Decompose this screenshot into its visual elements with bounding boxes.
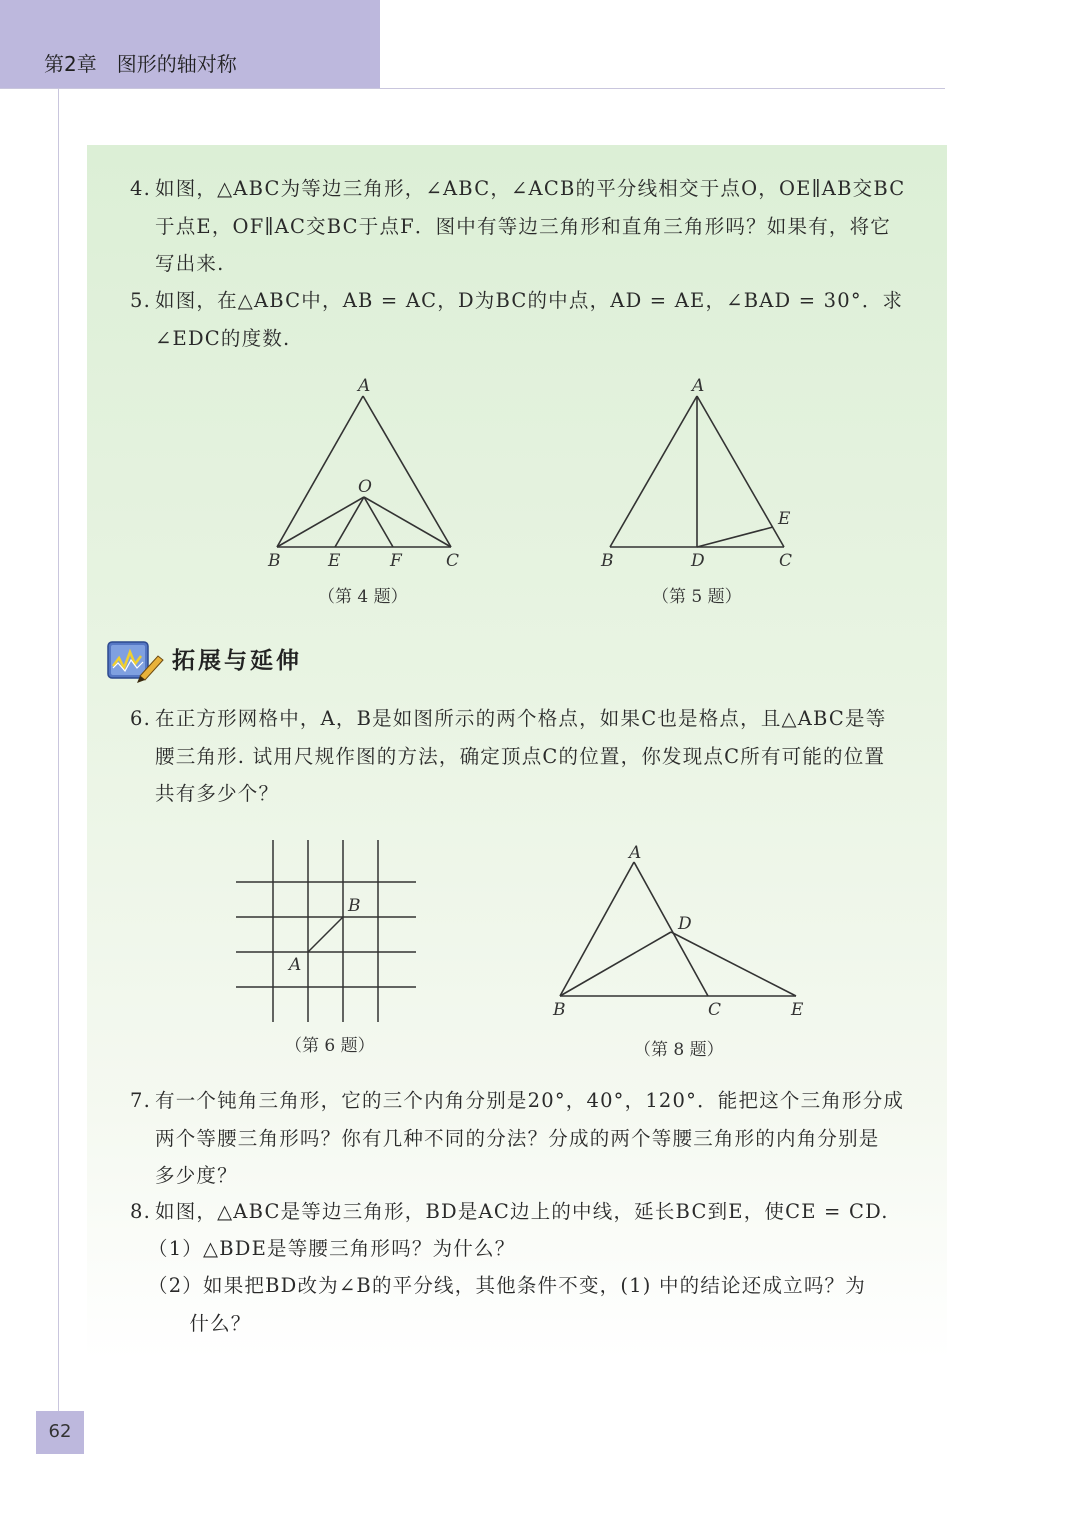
vertex-label-c: C bbox=[779, 551, 793, 571]
point-label-b: B bbox=[348, 896, 361, 916]
vertex-label-d: D bbox=[678, 914, 692, 934]
problem-line: 于点E，OF∥AC交BC于点F．图中有等边三角形和直角三角形吗？如果有，将它 bbox=[155, 214, 892, 238]
problem-line: ∠EDC的度数. bbox=[155, 326, 291, 350]
figure-8-caption: （第 8 题） bbox=[634, 1040, 724, 1060]
figure-5-caption: （第 5 题） bbox=[652, 587, 742, 607]
problem-number: 4. bbox=[130, 177, 152, 200]
figure-6-caption: （第 6 题） bbox=[285, 1036, 375, 1056]
segment-ab bbox=[560, 862, 634, 996]
segment-ab bbox=[308, 917, 343, 952]
vertex-label-c: C bbox=[446, 551, 460, 571]
vertex-label-c: C bbox=[708, 1000, 722, 1020]
problem-number: 8. bbox=[130, 1200, 152, 1223]
figure-4-caption: （第 4 题） bbox=[318, 587, 408, 607]
section-title: 拓展与延伸 bbox=[172, 648, 302, 674]
problem-number: 5. bbox=[130, 289, 152, 312]
problem-line: 什么？ bbox=[148, 1311, 252, 1335]
vertex-label-d: D bbox=[691, 551, 705, 571]
problem-number: 7. bbox=[130, 1089, 152, 1112]
segment-bd bbox=[560, 932, 671, 996]
problem-line: （1）△BDE是等腰三角形吗？为什么？ bbox=[148, 1237, 516, 1260]
problem-8-part-1 bbox=[148, 1230, 515, 1268]
problem-line: 多少度？ bbox=[155, 1164, 238, 1187]
chapter-title: 第2章 图形的轴对称 bbox=[44, 52, 237, 76]
problem-line: 如图，△ABC是等边三角形，BD是AC边上的中线，延长BC到E，使CE = CD. bbox=[155, 1200, 889, 1223]
page-number: 62 bbox=[48, 1421, 72, 1442]
problem-8 bbox=[130, 1193, 889, 1231]
vertex-label-e: E bbox=[328, 551, 341, 571]
problem-line: 腰三角形. 试用尺规作图的方法，确定顶点C的位置，你发现点C所有可能的位置 bbox=[155, 744, 886, 768]
problem-line: 如图，在△ABC中，AB = AC，D为BC的中点，AD = AE，∠BAD = 30°．求 bbox=[155, 289, 904, 312]
problem-line: （2）如果把BD改为∠B的平分线，其他条件不变，(1) 中的结论还成立吗？为 bbox=[148, 1274, 866, 1297]
problem-line: 在正方形网格中，A，B是如图所示的两个格点，如果C也是格点，且△ABC是等 bbox=[155, 707, 887, 730]
segment-ac bbox=[634, 862, 708, 996]
vertex-label-e: E bbox=[778, 509, 791, 529]
vertex-label-b: B bbox=[601, 551, 614, 571]
problem-line: 如图，△ABC为等边三角形，∠ABC，∠ACB的平分线相交于点O，OE∥AB交BC bbox=[155, 177, 906, 200]
problem-line: 两个等腰三角形吗？你有几种不同的分法？分成的两个等腰三角形的内角分别是 bbox=[155, 1126, 880, 1150]
vertex-label-b: B bbox=[268, 551, 281, 571]
point-label-a: A bbox=[289, 955, 302, 975]
problem-line: 有一个钝角三角形，它的三个内角分别是20°，40°，120°．能把这个三角形分成 bbox=[155, 1089, 905, 1112]
vertex-label-a: A bbox=[358, 376, 371, 396]
vertex-label-f: F bbox=[390, 551, 402, 571]
grid-lines bbox=[236, 840, 416, 1022]
page-number-box bbox=[36, 1411, 84, 1454]
problem-line: 共有多少个？ bbox=[155, 782, 280, 805]
vertex-label-o: O bbox=[358, 477, 372, 497]
problem-7 bbox=[130, 1082, 904, 1195]
problem-8-part-2 bbox=[148, 1267, 866, 1342]
vertex-label-b: B bbox=[553, 1000, 566, 1020]
vertex-label-e: E bbox=[791, 1000, 804, 1020]
problem-line: 写出来. bbox=[155, 252, 225, 275]
vertex-label-a: A bbox=[629, 843, 642, 863]
problem-number: 6. bbox=[130, 707, 152, 730]
vertex-label-a: A bbox=[692, 376, 705, 396]
